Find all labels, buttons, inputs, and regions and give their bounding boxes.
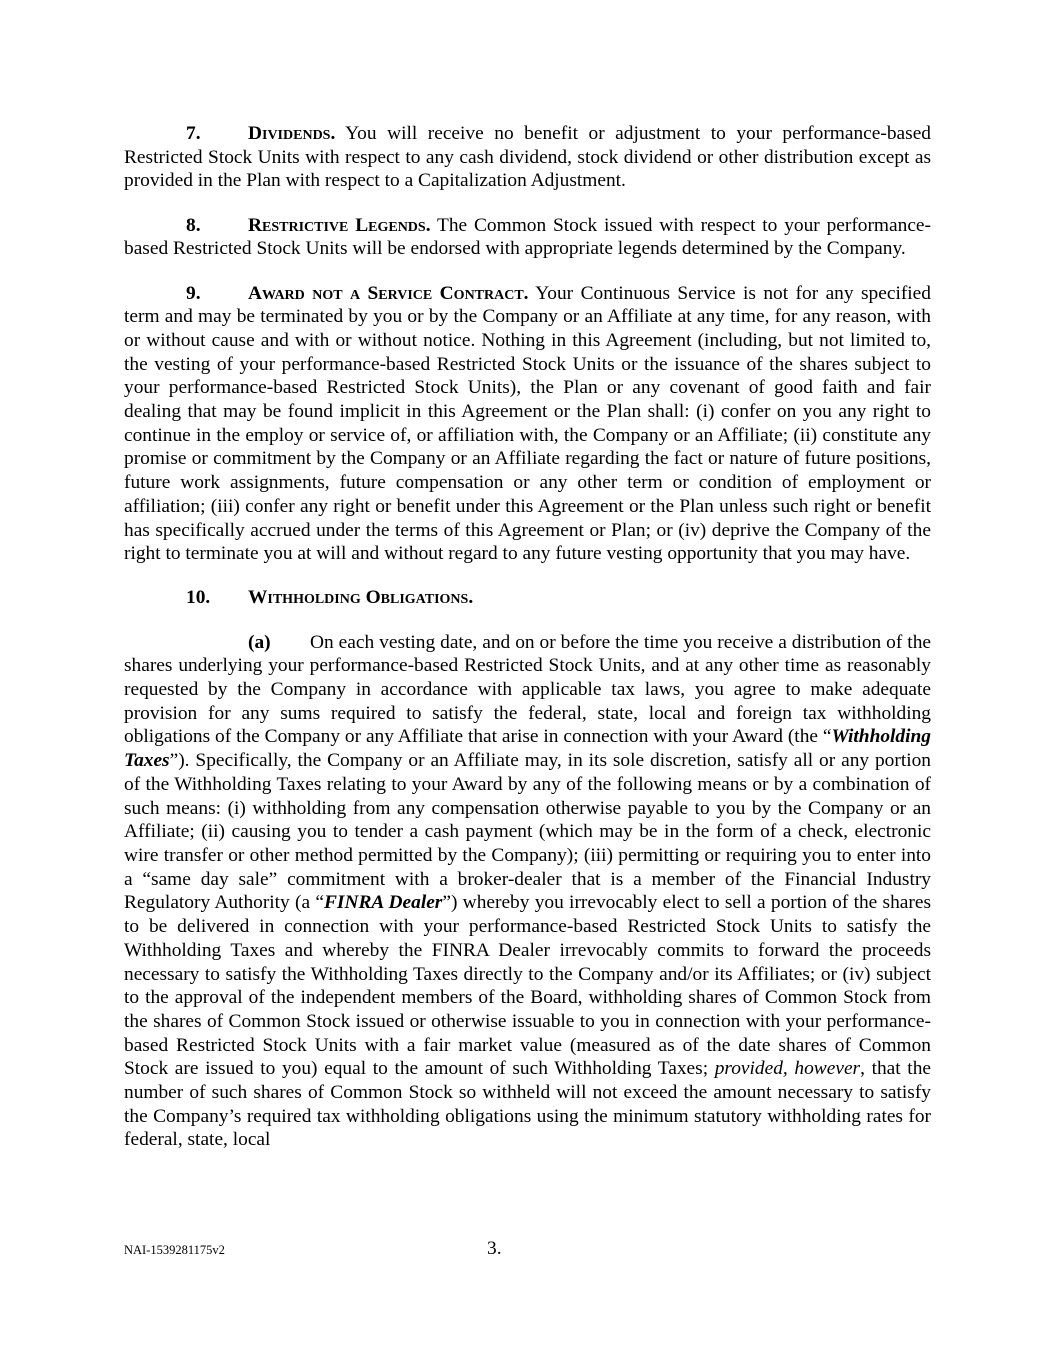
section-heading: Dividends. xyxy=(248,123,336,144)
subsection-label: (a) xyxy=(248,631,271,653)
section-number: 7. xyxy=(186,123,201,144)
footer-document-id: NAI-1539281175v2 xyxy=(124,1243,225,1257)
subsection-text-1: On each vesting date, and on or before the time you receive a distribution of the shares underlying your performance-based Restricted Stock Units, and at any other time as reasonably requested by the Company in accordance with applicable tax laws, you agree to make adequate provision for any sums required to satisfy the federal, state, local and foreign tax withholding obligations of the Company or any Affiliate that arise in connection with your Award (the “ xyxy=(124,631,931,748)
section-number: 8. xyxy=(186,214,201,236)
section-body: The Common Stock issued with respect to your performance-based Restricted Stock Units will be endorsed with appropriate legends determined by the Company. xyxy=(124,214,931,260)
section-7 xyxy=(124,122,931,193)
section-body: Your Continuous Service is not for any specified term and may be terminated by you or by the Company or an Affiliate at any time, for any reason, with or without cause and with or without notice. Nothing in this Agreement (including, but not limited to, the vesting of your performance-based Restricted Stock Units or the issuance of the shares subject to your performance-based Restricted Stock Units), the Plan or any covenant of good faith and fair dealing that may be found implicit in this Agreement or the Plan shall: (i) confer on you any right to continue in the employ or service of, or affiliation with, the Company or an Affiliate; (ii) constitute any promise or commitment by the Company or an Affiliate regarding the fact or nature of future positions, future work assignments, future compensation or any other term or condition of employment or affiliation; (iii) confer any right or benefit under this Agreement or the Plan unless such right or benefit has specifically accrued under the terms of this Agreement or Plan; or (iv) deprive the Company of the right to terminate you at will and without regard to any future vesting opportunity that you may have. xyxy=(124,282,931,565)
section-10 xyxy=(124,586,931,610)
section-8 xyxy=(124,214,931,261)
subsection-text-2: ”). Specifically, the Company or an Affiliate may, in its sole discretion, satisfy all or any portion of the Withholding Taxes relating to your Award by any of the following means or by a combination of such means: (i) withholding from any compensation otherwise payable to you by the Company or an Affiliate; (ii) causing you to tender a cash payment (which may be in the form of a check, electronic wire transfer or other method permitted by the Company); (iii) permitting or requiring you to enter into a “same day sale” commitment with a broker-dealer that is a member of the Financial Industry Regulatory Authority (a “ xyxy=(124,750,931,914)
section-number: 9. xyxy=(186,282,201,304)
section-9 xyxy=(124,282,931,566)
section-10-a xyxy=(124,631,931,1152)
defined-term-finra-dealer: FINRA Dealer xyxy=(323,892,443,914)
section-number: 10. xyxy=(186,587,211,609)
subsection-text-3: ”) whereby you irrevocably elect to sell a portion of the shares to be delivered in connection with your performance-based Restricted Stock Units to satisfy the Withholding Taxes and whereby the FINRA Dealer irrevocably commits to forward the proceeds necessary to satisfy the Withholding Taxes directly to the Company and/or its Affiliates; or (iv) subject to the approval of the independent members of the Board, withholding shares of Common Stock from the shares of Common Stock issued or otherwise issuable to you in connection with your performance-based Restricted Stock Units with a fair market value (measured as of the date shares of Common Stock are issued to you) equal to the amount of such Withholding Taxes; xyxy=(124,892,931,1080)
document-page xyxy=(124,122,931,1173)
proviso-term: provided, however xyxy=(714,1058,861,1080)
defined-term-withholding-taxes: Withholding Taxes xyxy=(124,726,931,772)
footer-page-number: 3. xyxy=(487,1238,502,1259)
section-heading: Withholding Obligations. xyxy=(248,587,474,609)
section-heading: Award not a Service Contract. xyxy=(248,282,529,304)
section-heading: Restrictive Legends. xyxy=(248,214,431,236)
subsection-text-4: , that the number of such shares of Common Stock so withheld will not exceed the amount necessary to satisfy the Company’s required tax withholding obligations using the minimum statutory withholding rates for federal, state, local xyxy=(124,1058,931,1151)
section-body: You will receive no benefit or adjustment to your performance-based Restricted Stock Units with respect to any cash dividend, stock dividend or other distribution except as provided in the Plan with respect to a Capitalization Adjustment. xyxy=(124,123,931,192)
